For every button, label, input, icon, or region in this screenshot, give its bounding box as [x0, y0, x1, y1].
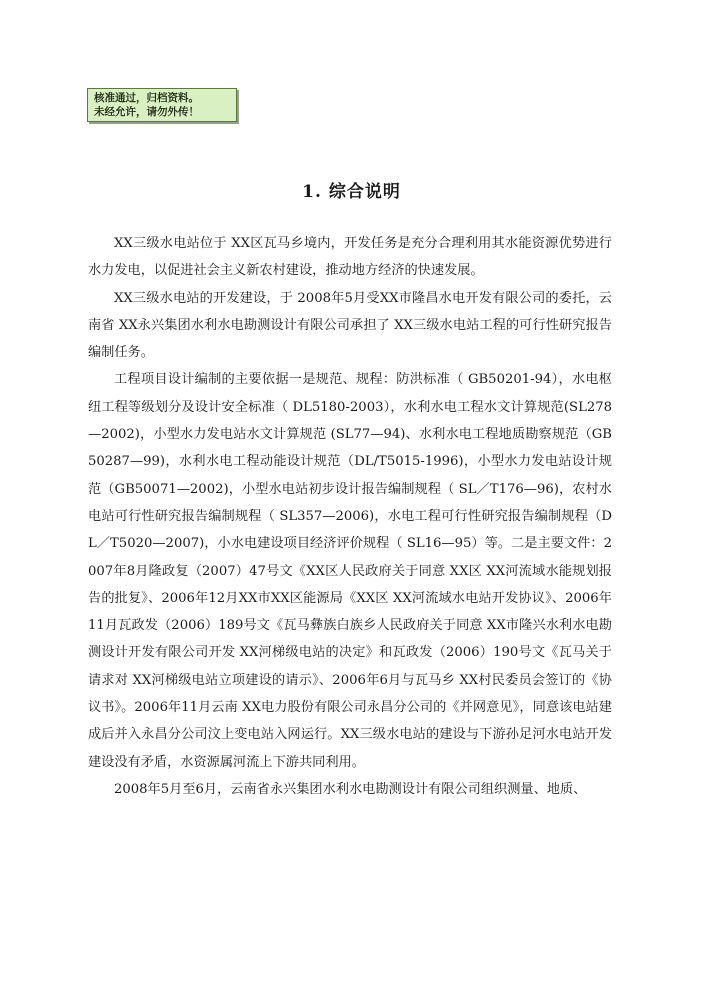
section-heading: 1. 综合说明: [302, 182, 401, 202]
stamp-line-2: 未经允许，请勿外传！: [94, 106, 199, 118]
stamp-line-1: 核准通过，归档资料。: [94, 92, 199, 104]
paragraph-basis: 工程项目设计编制的主要依据一是规范、规程：防洪标准（ GB50201-94），水电枢纽工程等级划分及设计安全标准（ DL5180-2003），水利水电工程水文计算规范(SL278—2002)，小型水力发电站水文计算规范 (SL77—94)、水利水电工程地质勘察规范（GB50287—99)，水利水电工程动能设计规范（DL/T5015-1996)，小型水力发电站设计规范（GB50071—2002)，小型水电站初步设计报告编制规程（ SL／T176—96)，农村水电站可行性研究报告编制规程（ SL357—2006)，水电工程可行性研究报告编制规程（DL／T5020—2007)，小水电建设项目经济评价规程（ SL16—95）等。二是主要文件：2007年8月隆政复（2007）47号文《XX区人民政府关于同意 XX区 XX河流域水能规划报告的批复》、2006年12月XX市XX区能源局《XX区 XX河流域水电站开发协议》、2006年11月瓦政发（2006）189号文《瓦马彝族白族乡人民政府关于同意 XX市隆兴水利水电勘测设计开发有限公司开发 XX河梯级电站的决定》和瓦政发（2006）190号文《瓦马关于请求对 XX河梯级电站立项建设的请示》、2006年6月与瓦马乡 XX村民委员会签订的《协议书》。2006年11月云南 XX电力股份有限公司永昌分公司的《并网意见》，同意该电站建成后并入永昌分公司汶上变电站入网运行。XX三级水电站的建设与下游孙足河水电站开发建设没有矛盾，水资源属河流上下游共同利用。: [88, 372, 612, 770]
paragraph-commission: XX三级水电站的开发建设，于 2008年5月受XX市隆昌水电开发有限公司的委托，云南省 XX永兴集团水利水电勘测设计有限公司承担了 XX三级水电站工程的可行性研究报告编制任务。: [88, 290, 612, 361]
paragraph-survey: 2008年5月至6月，云南省永兴集团水利水电勘测设计有限公司组织测量、地质、: [114, 781, 587, 797]
confidential-stamp: [87, 88, 237, 122]
paragraph-location: XX三级水电站位于 XX区瓦马乡境内，开发任务是充分合理利用其水能资源优势进行水力发电，以促进社会主义新农村建设，推动地方经济的快速发展。: [88, 236, 612, 279]
document-body: [88, 230, 612, 803]
